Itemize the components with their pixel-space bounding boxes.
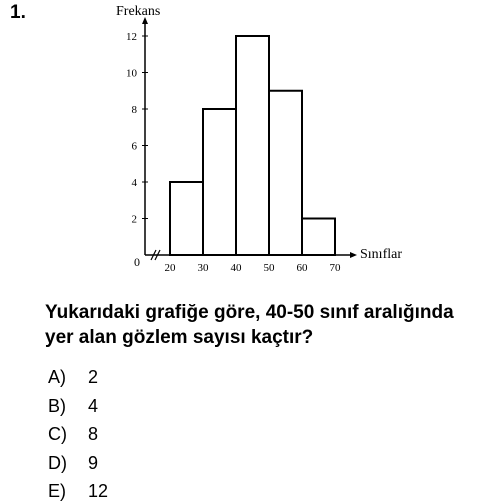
option-letter: C) [48, 424, 67, 444]
y-tick-label: 10 [126, 67, 137, 80]
answer-option-d[interactable] [48, 453, 98, 474]
y-tick-label: 12 [126, 31, 137, 43]
x-tick-label: 40 [230, 262, 242, 274]
histogram-bar-20-30 [170, 182, 203, 255]
option-value: 4 [88, 395, 99, 416]
histogram-bars [170, 36, 335, 255]
option-letter: E) [48, 481, 66, 501]
y-tick-label: 2 [131, 213, 137, 226]
question-line-2: yer alan gözlem sayısı kaçtır? [45, 327, 314, 348]
option-value: 9 [88, 452, 99, 473]
option-value: 8 [88, 424, 99, 444]
option-value: 2 [88, 367, 99, 387]
y-axis-label: Frekans [116, 4, 161, 19]
option-letter: A) [48, 367, 66, 387]
y-tick-label: 8 [131, 104, 137, 116]
histogram-bar-50-60 [269, 91, 302, 255]
x-axis-label: Sınıflar [360, 247, 402, 262]
answer-option-e[interactable] [48, 481, 108, 502]
option-value: 12 [88, 481, 109, 501]
question-line-1: Yukarıdaki grafiğe göre, 40-50 sınıf aralığında [45, 302, 454, 323]
question-number: 1. [10, 2, 26, 23]
histogram-bar-30-40 [203, 109, 236, 255]
x-tick-label: 70 [329, 262, 341, 274]
origin-label: 0 [134, 255, 140, 269]
x-tick-label: 50 [263, 262, 275, 274]
option-letter: D) [48, 452, 67, 473]
y-tick-label: 4 [131, 177, 137, 189]
x-tick-labels [165, 262, 342, 274]
question-text [45, 300, 495, 350]
histogram-bar-40-50 [236, 36, 269, 255]
answer-option-c[interactable] [48, 424, 98, 445]
x-tick-label: 20 [164, 262, 176, 274]
answer-option-b[interactable] [48, 396, 98, 417]
histogram-bar-60-70 [302, 219, 335, 256]
x-tick-label: 60 [296, 262, 308, 274]
option-letter: B) [48, 395, 66, 416]
y-tick-label: 6 [131, 140, 137, 153]
x-axis-arrow-icon [350, 252, 357, 258]
answer-option-a[interactable] [48, 367, 98, 388]
x-tick-label: 30 [197, 262, 209, 274]
